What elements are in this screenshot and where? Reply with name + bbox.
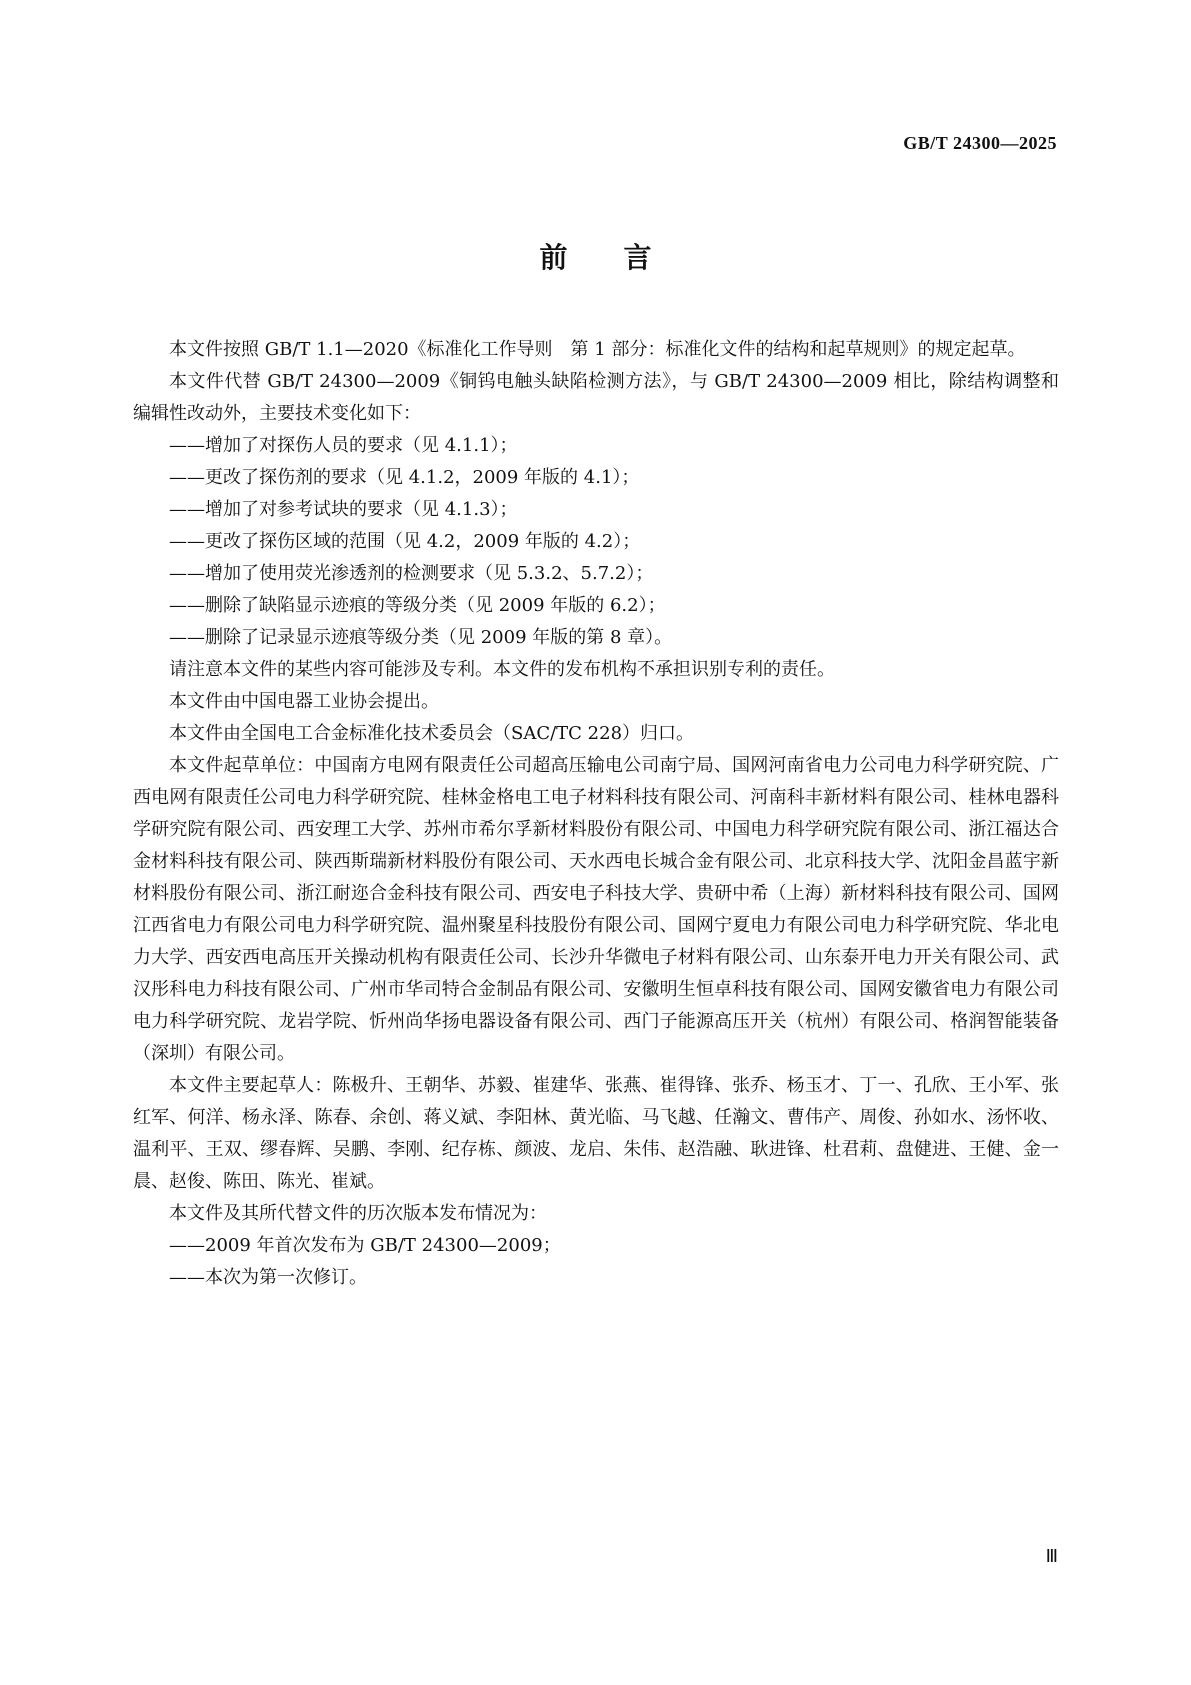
list-item: ——2009 年首次发布为 GB/T 24300—2009； — [169, 1235, 561, 1256]
list-item: ——增加了对探伤人员的要求（见 4.1.1）； — [169, 435, 518, 456]
list-item: ——增加了使用荧光渗透剂的检测要求（见 5.3.2、5.7.2）； — [169, 563, 654, 584]
paragraph: 本文件主要起草人：陈极升、王朝华、苏毅、崔建华、张燕、崔得锋、张乔、杨玉才、丁一、孔欣、王小军、张红军、何洋、杨永泽、陈春、余创、蒋义斌、李阳林、黄光临、马飞越、任瀚文、曹伟产、周俊、孙如水、汤怀收、温利平、王双、缪春辉、吴鹏、李刚、纪存栋、颜波、龙启、朱伟、赵浩融、耿进锋、杜君莉、盘健进、王健、金一晨、赵俊、陈田、陈光、崔斌。 — [133, 1075, 1059, 1192]
paragraph: 本文件及其所代替文件的历次版本发布情况为： — [169, 1203, 547, 1224]
paragraph: 本文件按照 GB/T 1.1—2020《标准化工作导则 第 1 部分：标准化文件的结构和起草规则》的规定起草。 — [169, 339, 1026, 360]
page-title: 前言 — [539, 241, 708, 274]
paragraph: 本文件代替 GB/T 24300—2009《铜钨电触头缺陷检测方法》，与 GB/T 24300—2009 相比，除结构调整和编辑性改动外，主要技术变化如下： — [133, 371, 1059, 424]
paragraph: 本文件由全国电工合金标准化技术委员会（SAC/TC 228）归口。 — [169, 723, 695, 744]
list-item: ——更改了探伤剂的要求（见 4.1.2，2009 年版的 4.1）； — [169, 467, 640, 488]
page-number: Ⅲ — [1045, 1546, 1058, 1566]
foreword-body — [133, 334, 1059, 1294]
list-item: ——删除了缺陷显示迹痕的等级分类（见 2009 年版的 6.2）； — [169, 595, 666, 616]
list-item: ——更改了探伤区域的范围（见 4.2，2009 年版的 4.2）； — [169, 531, 641, 552]
list-item: ——本次为第一次修订。 — [169, 1267, 367, 1288]
list-item: ——删除了记录显示迹痕等级分类（见 2009 年版的第 8 章）。 — [169, 627, 673, 648]
paragraph: 本文件由中国电器工业协会提出。 — [169, 691, 439, 712]
list-item: ——增加了对参考试块的要求（见 4.1.3）； — [169, 499, 518, 520]
standard-number: GB/T 24300—2025 — [903, 133, 1057, 153]
paragraph: 本文件起草单位：中国南方电网有限责任公司超高压输电公司南宁局、国网河南省电力公司电力科学研究院、广西电网有限责任公司电力科学研究院、桂林金格电工电子材料科技有限公司、河南科丰新材料有限公司、桂林电器科学研究院有限公司、西安理工大学、苏州市希尔孚新材料股份有限公司、中国电力科学研究院有限公司、浙江福达合金材料科技有限公司、陕西斯瑞新材料股份有限公司、天水西电长城合金有限公司、北京科技大学、沈阳金昌蓝宇新材料股份有限公司、浙江耐迩合金科技有限公司、西安电子科技大学、贵研中希（上海）新材料科技有限公司、国网江西省电力有限公司电力科学研究院、温州聚星科技股份有限公司、国网宁夏电力有限公司电力科学研究院、华北电力大学、西安西电高压开关操动机构有限责任公司、长沙升华微电子材料有限公司、山东泰开电力开关有限公司、武汉彤科电力科技有限公司、广州市华司特合金制品有限公司、安徽明生恒卓科技有限公司、国网安徽省电力有限公司电力科学研究院、龙岩学院、忻州尚华扬电器设备有限公司、西门子能源高压开关（杭州）有限公司、格润智能装备（深圳）有限公司。 — [133, 755, 1059, 1064]
paragraph: 请注意本文件的某些内容可能涉及专利。本文件的发布机构不承担识别专利的责任。 — [169, 659, 835, 680]
